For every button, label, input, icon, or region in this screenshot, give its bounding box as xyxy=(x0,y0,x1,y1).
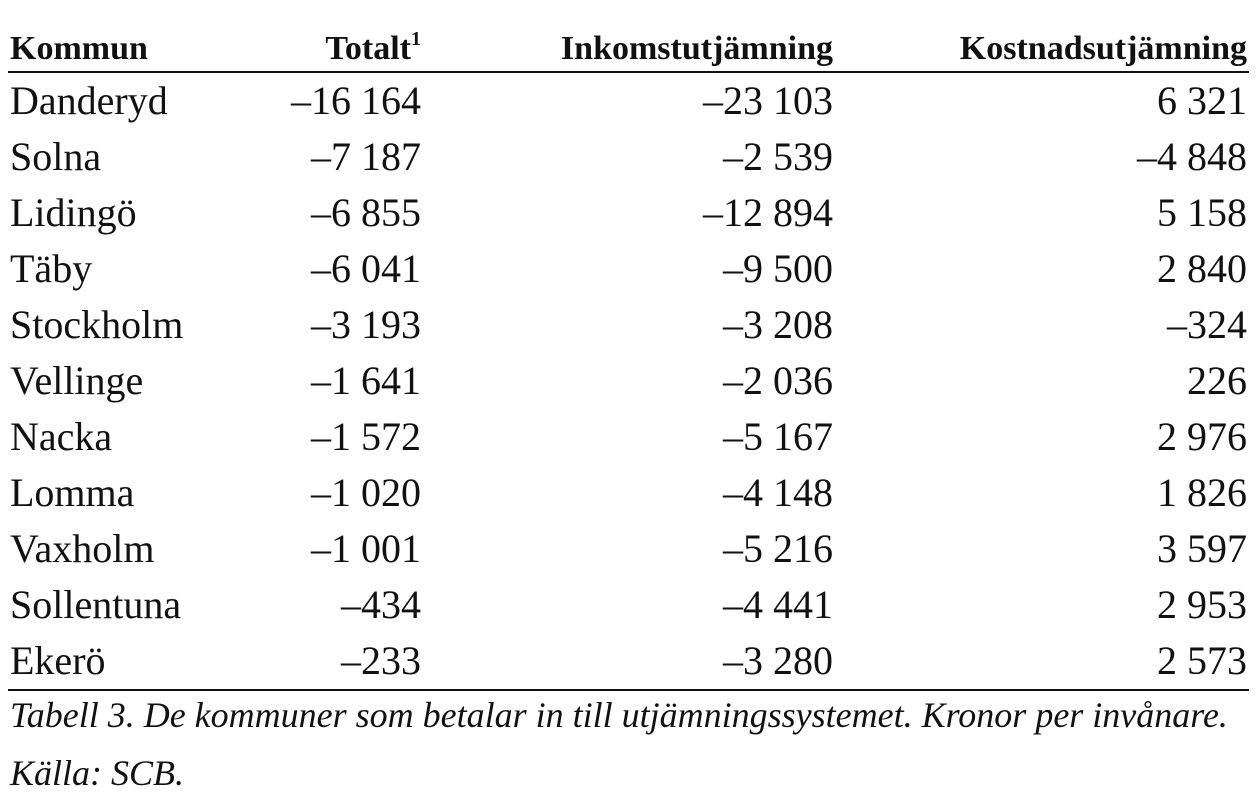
cell-inkomstutjamning: –2 539 xyxy=(723,134,833,179)
header-kostnadsutjamning: Kostnadsutjämning xyxy=(835,16,1249,72)
cell-totalt: –1 641 xyxy=(311,358,421,403)
cell-kommun: Stockholm xyxy=(10,302,184,347)
cell-totalt: –1 020 xyxy=(311,470,421,515)
cell-kostnadsutjamning: –4 848 xyxy=(1137,134,1247,179)
cell-totalt: –3 193 xyxy=(311,302,421,347)
cell-inkomstutjamning: –3 208 xyxy=(723,302,833,347)
cell-kommun: Vaxholm xyxy=(10,526,155,571)
table-header xyxy=(8,16,1249,72)
cell-kommun: Lidingö xyxy=(10,190,137,235)
cell-kostnadsutjamning: 2 573 xyxy=(835,633,1249,690)
cell-totalt: –6 041 xyxy=(311,246,421,291)
cell-inkomstutjamning: –9 500 xyxy=(723,246,833,291)
table-row xyxy=(8,409,1249,465)
table-row xyxy=(8,353,1249,409)
cell-kostnadsutjamning: 2 953 xyxy=(1157,582,1247,627)
table-row xyxy=(8,129,1249,185)
cell-kommun: Sollentuna xyxy=(10,582,182,627)
table-row xyxy=(8,185,1249,241)
cell-inkomstutjamning: –4 148 xyxy=(723,470,833,515)
header-row xyxy=(8,16,1249,72)
cell-kommun: Vellinge xyxy=(10,358,144,403)
header-inkomstutjamning: Inkomstutjämning xyxy=(423,16,835,72)
cell-kostnadsutjamning: –324 xyxy=(1167,302,1247,347)
table-row xyxy=(8,297,1249,353)
cell-kostnadsutjamning: 1 826 xyxy=(1157,470,1247,515)
cell-inkomstutjamning: –2 036 xyxy=(723,358,833,403)
cell-kommun: Nacka xyxy=(10,414,113,459)
cell-inkomstutjamning: –3 280 xyxy=(423,633,835,690)
table-caption: Tabell 3. De kommuner som betalar in till utjämningssystemet. Kronor per invånare. Källa: SCB. xyxy=(10,695,1228,793)
table-row xyxy=(8,521,1249,577)
cell-kommun: Solna xyxy=(10,134,102,179)
cell-kommun: Danderyd xyxy=(10,78,168,123)
cell-inkomstutjamning: –5 216 xyxy=(723,526,833,571)
cell-totalt: –1 001 xyxy=(311,526,421,571)
table-row xyxy=(8,577,1249,633)
table-row xyxy=(8,72,1249,129)
cell-totalt: –1 572 xyxy=(311,414,421,459)
table-body xyxy=(8,72,1249,690)
table-row xyxy=(8,633,1249,690)
cell-inkomstutjamning: –5 167 xyxy=(723,414,833,459)
cell-kostnadsutjamning: 2 840 xyxy=(1157,246,1247,291)
cell-kommun: Täby xyxy=(10,246,93,291)
cell-inkomstutjamning: –23 103 xyxy=(703,78,833,123)
table-row xyxy=(8,465,1249,521)
cell-totalt: –7 187 xyxy=(311,134,421,179)
cell-kostnadsutjamning: 2 976 xyxy=(1157,414,1247,459)
cell-kommun: Lomma xyxy=(10,470,135,515)
cell-totalt: –6 855 xyxy=(311,190,421,235)
header-totalt-label: Totalt xyxy=(325,30,411,67)
cell-kommun: Ekerö xyxy=(8,633,208,690)
header-totalt xyxy=(208,16,423,72)
cell-kostnadsutjamning: 6 321 xyxy=(1157,78,1247,123)
cell-kostnadsutjamning: 226 xyxy=(1187,358,1247,403)
cell-inkomstutjamning: –4 441 xyxy=(723,582,833,627)
cell-inkomstutjamning: –12 894 xyxy=(703,190,833,235)
cell-totalt: –16 164 xyxy=(291,78,421,123)
header-kommun: Kommun xyxy=(8,16,208,72)
municipal-equalization-table xyxy=(8,16,1249,691)
table-row xyxy=(8,241,1249,297)
cell-kostnadsutjamning: 3 597 xyxy=(1157,526,1247,571)
footnote-marker: 1 xyxy=(411,28,421,50)
cell-totalt: –434 xyxy=(341,582,421,627)
cell-kostnadsutjamning: 5 158 xyxy=(1157,190,1247,235)
cell-totalt: –233 xyxy=(208,633,423,690)
